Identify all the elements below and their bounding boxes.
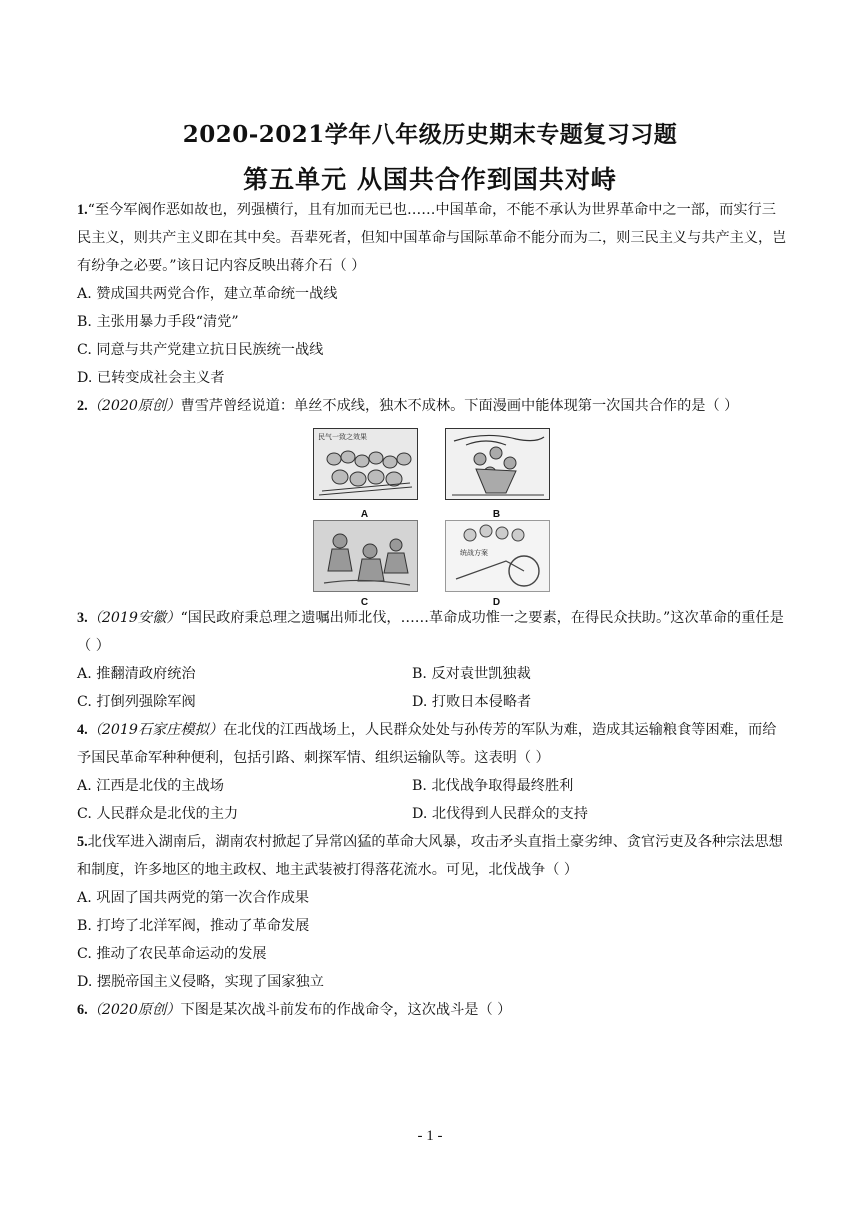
cartoon-b-label: B [492, 509, 501, 520]
cartoon-c-image [313, 520, 418, 592]
page-number: - 1 - [417, 1128, 443, 1144]
question-source: （2019安徽） [87, 610, 181, 626]
option-d: D. 打败日本侵略者 [412, 694, 532, 710]
question-4 [77, 716, 789, 772]
question-number: 1. [77, 202, 88, 218]
question-list [77, 196, 789, 1024]
option-c: C. 同意与共产党建立抗日民族统一战线 [77, 342, 324, 358]
option-a: A. 巩固了国共两党的第一次合作成果 [77, 890, 310, 906]
cartoon-a-image [313, 428, 418, 500]
cartoon-d-image [445, 520, 550, 592]
option-c: C. 推动了农民革命运动的发展 [77, 946, 267, 962]
question-6 [77, 996, 789, 1024]
question-number: 5. [77, 834, 88, 850]
question-number: 4. [77, 722, 88, 738]
option-a: A. 推翻清政府统治 [77, 666, 196, 682]
cartoon-b-image [445, 428, 550, 500]
option-b: B. 北伐战争取得最终胜利 [412, 778, 574, 794]
question-source: （2020原创） [87, 1002, 181, 1018]
cartoon-d-text: 统战方案 [460, 549, 488, 557]
option-b: B. 打垮了北洋军阀，推动了革命发展 [77, 918, 310, 934]
question-stem: “至今军阀作恶如故也，列强横行，且有加而无已也……中国革命，不能不承认为世界革命中之一部，而实行三民主义，则共产主义即在其中矣。吾辈死者，但知中国革命与国际革命不能分而为二，则三民主义与共产主义，岂有纷争之必要。”该日记内容反映出蒋介石（ ） [77, 202, 787, 274]
question-number: 3. [77, 610, 88, 626]
cartoon-a-text: 民气一致之效果 [318, 433, 367, 441]
unit-title: 第五单元 从国共合作到国共对峙 [243, 165, 617, 194]
question-source: （2020原创） [87, 398, 181, 414]
question-stem: 北伐军进入湖南后，湖南农村掀起了异常凶猛的革命大风暴，攻击矛头直指土豪劣绅、贪官污吏及各种宗法思想和制度，许多地区的地主政权、地主武装被打得落花流水。可见，北伐战争（ ） [77, 834, 783, 878]
question-stem: 曹雪芹曾经说道：单丝不成线，独木不成林。下面漫画中能体现第一次国共合作的是（ ） [180, 398, 739, 414]
question-3 [77, 604, 789, 660]
question-stem: 下图是某次战斗前发布的作战命令，这次战斗是（ ） [180, 1002, 512, 1018]
option-d: D. 已转变成社会主义者 [77, 370, 225, 386]
option-c: C. 人民群众是北伐的主力 [77, 806, 239, 822]
question-number: 2. [77, 398, 88, 414]
question-2 [77, 392, 789, 420]
cartoon-a-label: A [360, 509, 369, 520]
question-1 [77, 196, 789, 280]
option-row [77, 772, 789, 800]
option-d: D. 北伐得到人民群众的支持 [412, 806, 588, 822]
option-a: A. 赞成国共两党合作，建立革命统一战线 [77, 286, 338, 302]
option-row [77, 660, 789, 688]
question-5 [77, 828, 789, 884]
cartoon-figure [77, 424, 789, 608]
question-stem: “国民政府秉总理之遗嘱出师北伐，……革命成功惟一之要素，在得民众扶助。”这次革命的重任是（ ） [77, 610, 784, 654]
page-title: 2020-2021学年八年级历史期末专题复习习题 [182, 121, 678, 148]
option-a: A. 江西是北伐的主战场 [77, 778, 224, 794]
option-c: C. 打倒列强除军阀 [77, 694, 196, 710]
option-b: B. 反对袁世凯独裁 [412, 666, 531, 682]
option-row [77, 800, 789, 828]
cartoon-c-label: C [360, 597, 369, 608]
question-number: 6. [77, 1002, 88, 1018]
question-stem: 在北伐的江西战场上，人民群众处处与孙传芳的军队为难，造成其运输粮食等困难，而给予国民革命军种种便利，包括引路、刺探军情、组织运输队等。这表明（ ） [77, 722, 777, 766]
question-source: （2019石家庄模拟） [87, 722, 224, 738]
option-d: D. 摆脱帝国主义侵略，实现了国家独立 [77, 974, 324, 990]
cartoon-d-label: D [492, 597, 501, 608]
option-b: B. 主张用暴力手段“清党” [77, 314, 239, 330]
option-row [77, 688, 789, 716]
